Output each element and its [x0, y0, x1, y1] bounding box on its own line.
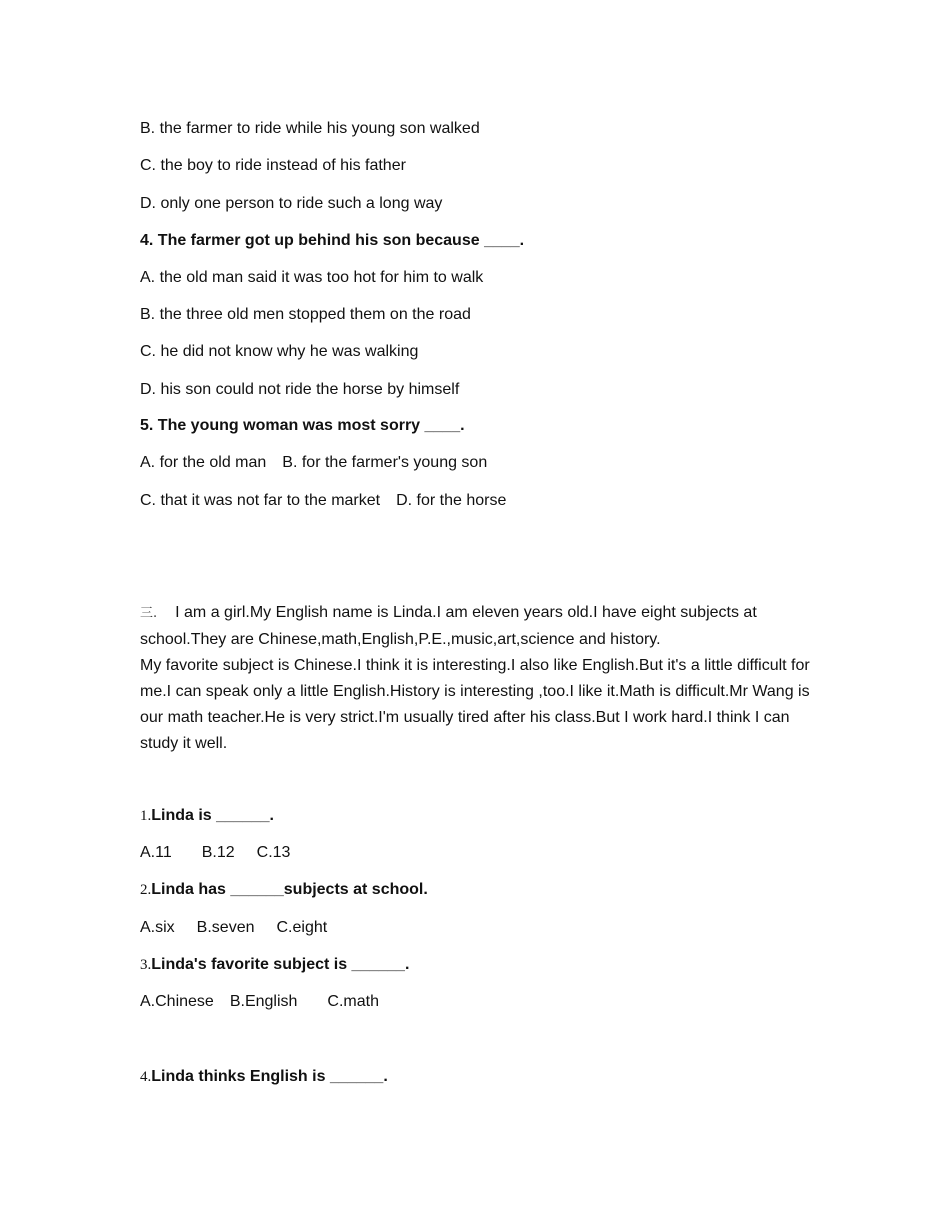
q5-option-a: A. for the old man: [140, 454, 267, 471]
p3-q3-number: 3.: [140, 957, 152, 973]
p3-q1-stem: [140, 806, 274, 826]
p3-q4-stem: [140, 1067, 388, 1087]
p3-q4-number: 4.: [140, 1069, 152, 1085]
q5-option-d: D. for the horse: [396, 492, 507, 509]
q5-options-row-1: [140, 453, 487, 473]
p3-q1-number: 1.: [140, 808, 152, 824]
q5-option-c: C. that it was not far to the market: [140, 492, 381, 509]
p3-q2-option-a: A.six: [140, 919, 175, 936]
q3-option-b: B. the farmer to ride while his young son walked: [140, 120, 480, 137]
passage-paragraph-1-text: I am a girl.My English name is Linda.I am eleven years old.I have eight subjects at school.They are Chinese,math,English,P.E.,music,art,science and history.: [140, 604, 757, 648]
q4-stem: 4. The farmer got up behind his son because ____.: [140, 232, 525, 249]
p3-q3-stem: [140, 955, 409, 975]
p3-q2-number: 2.: [140, 882, 152, 898]
p3-q3-option-a: A.Chinese: [140, 993, 214, 1010]
p3-q1-options: [140, 843, 290, 863]
q5-options-row-2: [140, 491, 506, 511]
p3-q3-option-b: B.English: [229, 993, 298, 1010]
q3-option-c: C. the boy to ride instead of his father: [140, 157, 406, 174]
p3-q1-option-a: A.11: [140, 844, 172, 861]
p3-q3-option-c: C.math: [327, 993, 379, 1010]
p3-q3-options: [140, 992, 379, 1012]
q5-stem: 5. The young woman was most sorry ____.: [140, 417, 465, 434]
p3-q4-text: Linda thinks English is ______.: [151, 1068, 388, 1085]
q5-option-b: B. for the farmer's young son: [282, 454, 488, 471]
reading-passage: [140, 600, 810, 757]
q4-option-a: A. the old man said it was too hot for him to walk: [140, 269, 484, 286]
p3-q2-text: Linda has ______subjects at school.: [151, 881, 428, 898]
section-marker: 三.: [140, 606, 158, 621]
p3-q2-option-c: C.eight: [276, 919, 328, 936]
p3-q3-text: Linda's favorite subject is ______.: [151, 956, 410, 973]
p3-q1-option-c: C.13: [256, 844, 291, 861]
p3-q2-options: [140, 918, 327, 938]
passage-paragraph-2: My favorite subject is Chinese.I think it is interesting.I also like English.But it's a little difficult for me.I can speak only a little English.History is interesting ,too.I like it.Math is difficult.Mr Wang is our math teacher.He is very strict.I'm usually tired after his class.But I work hard.I think I can study it well.: [140, 657, 810, 752]
q4-option-d: D. his son could not ride the horse by himself: [140, 381, 460, 398]
q4-option-c: C. he did not know why he was walking: [140, 343, 419, 360]
q4-option-b: B. the three old men stopped them on the road: [140, 306, 471, 323]
q3-option-d: D. only one person to ride such a long way: [140, 195, 443, 212]
p3-q1-text: Linda is ______.: [151, 807, 274, 824]
passage-paragraph-1: [140, 600, 810, 653]
p3-q2-option-b: B.seven: [196, 919, 255, 936]
p3-q2-stem: [140, 880, 428, 900]
p3-q1-option-b: B.12: [201, 844, 235, 861]
